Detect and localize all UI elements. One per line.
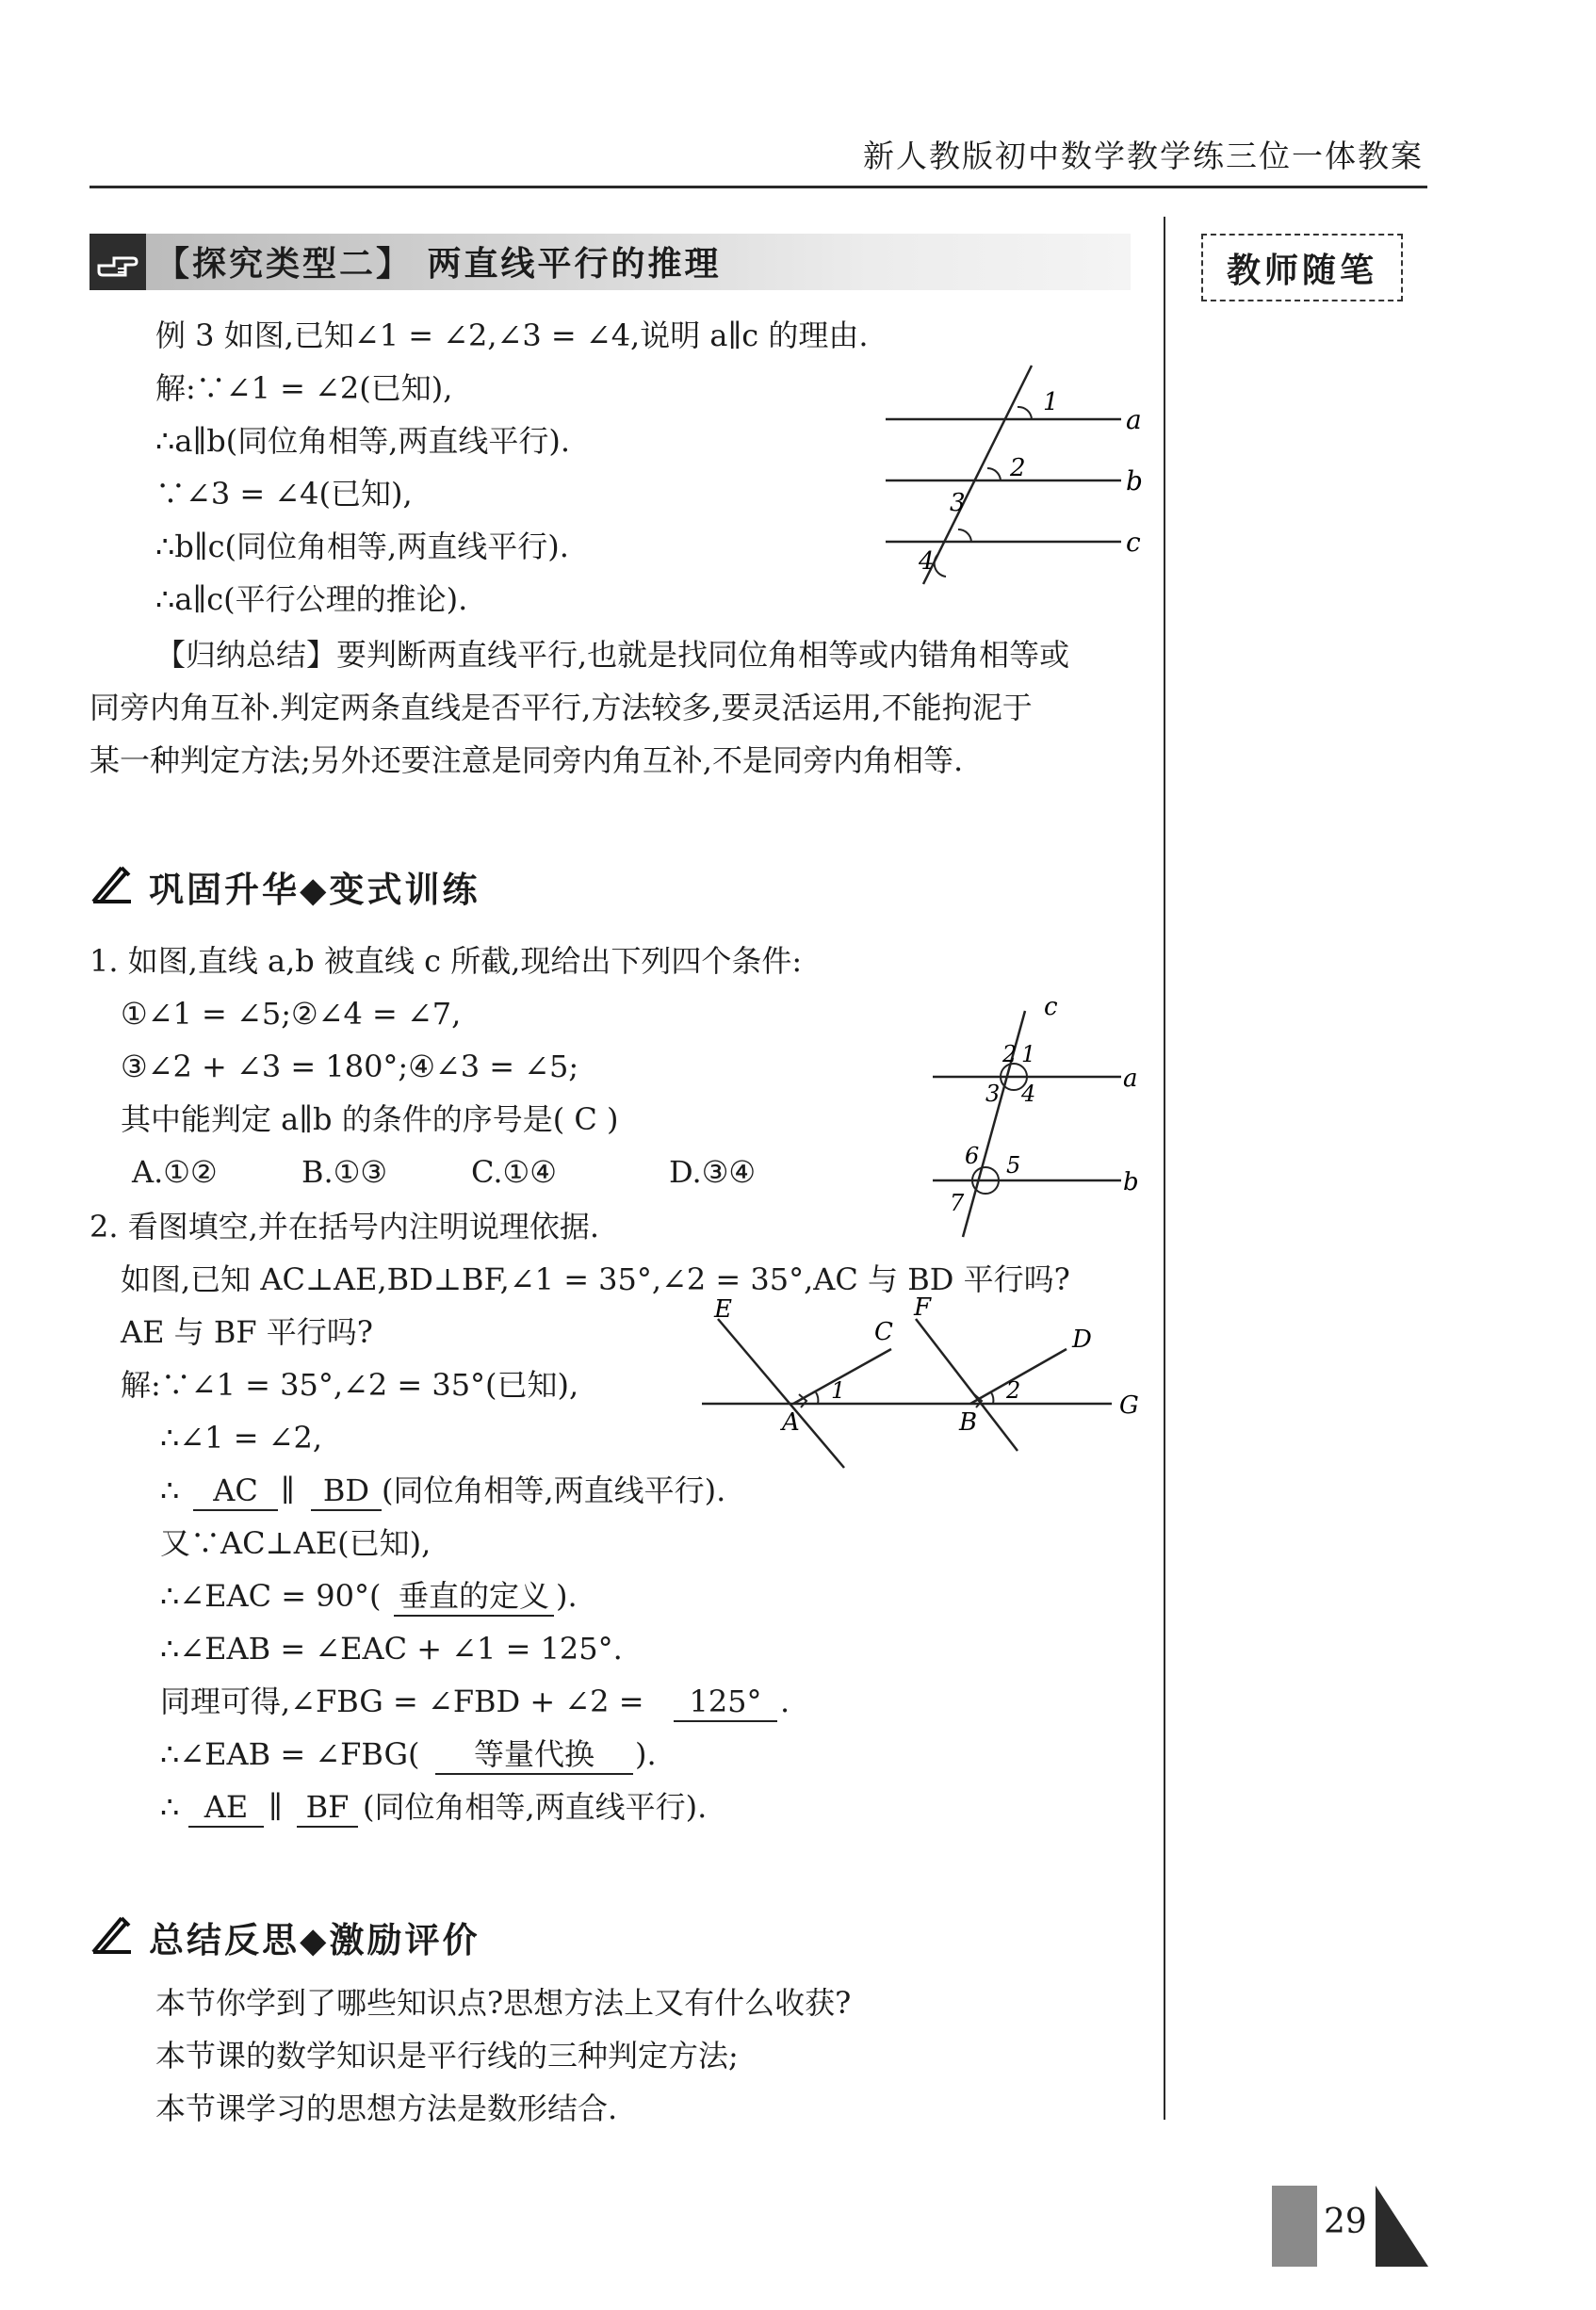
solution-line: ). xyxy=(556,1578,578,1614)
header-title: 新人教版初中数学教学练三位一体教案 xyxy=(863,138,1424,174)
solution-line: ∴∠1 = ∠2, xyxy=(160,1420,323,1456)
section-heading: 巩固升华◆变式训练 xyxy=(149,870,480,910)
solution-line: ). xyxy=(635,1736,657,1772)
angle-arc xyxy=(987,468,1001,480)
line-label: b xyxy=(1123,1168,1139,1196)
question-text: 1. 如图,直线 a,b 被直线 c 所截,现给出下列四个条件: xyxy=(90,943,803,979)
point-label: E xyxy=(714,1295,732,1324)
example-figure xyxy=(867,358,1149,594)
header-rule xyxy=(90,186,1427,188)
solution-line: 又∵AC⊥AE(已知), xyxy=(160,1525,432,1561)
fill-blank: BD xyxy=(311,1472,382,1511)
line-label: a xyxy=(1126,404,1142,435)
fill-blank: 等量代换 xyxy=(435,1735,633,1775)
angle-label: 6 xyxy=(965,1143,980,1169)
point-label: A xyxy=(782,1408,800,1437)
angle-label: 4 xyxy=(1021,1081,1036,1107)
angle-label: 1 xyxy=(1043,388,1059,416)
solution-line: ∴∠EAB = ∠FBG( xyxy=(160,1736,420,1772)
solution-line: ∴a∥b(同位角相等,两直线平行). xyxy=(155,423,571,459)
answer-option: C.①④ xyxy=(471,1154,557,1190)
sidebar-divider xyxy=(1164,217,1165,2120)
question-text: ①∠1 = ∠5;②∠4 = ∠7, xyxy=(121,996,462,1032)
answer-option: A.①② xyxy=(132,1154,218,1190)
solution-line: ∴b∥c(同位角相等,两直线平行). xyxy=(155,529,569,564)
reflection-line: 本节课的数学知识是平行线的三种判定方法; xyxy=(155,2038,739,2074)
angle-label: 7 xyxy=(950,1190,965,1216)
pencil-icon xyxy=(90,862,137,907)
solution-line: ∴a∥c(平行公理的推论). xyxy=(155,581,468,617)
angle-label: 1 xyxy=(831,1377,846,1404)
solution-line: . xyxy=(780,1684,790,1719)
pointing-hand-icon xyxy=(90,234,146,290)
solution-line: ∵∠3 = ∠4(已知), xyxy=(155,476,413,512)
angle-arc xyxy=(991,1392,993,1404)
solution-line: (同位角相等,两直线平行). xyxy=(363,1789,708,1825)
line-label: c xyxy=(1126,527,1141,558)
example-title: 例 3 如图,已知∠1 = ∠2,∠3 = ∠4,说明 a∥c 的理由. xyxy=(155,317,869,353)
angle-arc xyxy=(816,1392,818,1404)
question-text: ③∠2 + ∠3 = 180°;④∠3 = ∠5; xyxy=(121,1049,579,1084)
point-label: D xyxy=(1072,1326,1092,1354)
angle-label: 3 xyxy=(950,489,966,517)
summary-line: 同旁内角互补.判定两条直线是否平行,方法较多,要灵活运用,不能拘泥于 xyxy=(90,690,1033,725)
corner-triangle xyxy=(1376,2184,1432,2269)
angle-label: 4 xyxy=(919,547,935,576)
question-text: AE 与 BF 平行吗? xyxy=(121,1314,373,1350)
point-label: F xyxy=(914,1293,932,1322)
solution-line: (同位角相等,两直线平行). xyxy=(382,1472,726,1508)
fill-blank: AE xyxy=(188,1788,264,1828)
angle-label: 2 xyxy=(1010,454,1026,482)
solution-line: 解:∵∠1 = 35°,∠2 = 35°(已知), xyxy=(121,1367,579,1403)
solution-line: ∴ xyxy=(160,1472,180,1508)
solution-line: 解:∵∠1 = ∠2(已知), xyxy=(155,370,453,406)
pencil-icon xyxy=(90,1912,137,1958)
teacher-notes-label: 教师随笔 xyxy=(1201,234,1403,301)
point-label: G xyxy=(1119,1391,1139,1420)
reflection-line: 本节课学习的思想方法是数形结合. xyxy=(155,2090,618,2126)
section-title: 【探究类型二】 两直线平行的推理 xyxy=(155,245,722,284)
line-EA xyxy=(718,1319,844,1468)
solution-line: 同理可得,∠FBG = ∠FBD + ∠2 = xyxy=(160,1684,644,1719)
fill-blank: 垂直的定义 xyxy=(394,1577,554,1617)
angle-label: 2 xyxy=(1002,1041,1018,1067)
line-label: b xyxy=(1126,465,1143,496)
angle-label: 3 xyxy=(985,1081,1001,1107)
angle-label: 2 xyxy=(1006,1377,1021,1404)
point-label: C xyxy=(874,1318,893,1346)
solution-line: ∴ xyxy=(160,1789,180,1825)
point-label: B xyxy=(959,1408,978,1437)
page-number: 29 xyxy=(1324,2203,1367,2241)
summary-line: 某一种判定方法;另外还要注意是同旁内角互补,不是同旁内角相等. xyxy=(90,742,964,778)
parallel-symbol: ∥ xyxy=(269,1789,283,1825)
summary-line: 【归纳总结】要判断两直线平行,也就是找同位角相等或内错角相等或 xyxy=(155,637,1070,673)
answer-option: B.①③ xyxy=(301,1154,388,1190)
parallel-symbol: ∥ xyxy=(281,1472,295,1508)
page-number-block xyxy=(1272,2186,1317,2267)
reflection-line: 本节你学到了哪些知识点?思想方法上又有什么收获? xyxy=(155,1985,852,2021)
question2-figure xyxy=(697,1291,1149,1479)
section-heading: 总结反思◆激励评价 xyxy=(149,1920,480,1960)
question1-figure xyxy=(914,994,1159,1239)
fill-blank: 125° xyxy=(674,1683,777,1722)
angle-arc xyxy=(935,554,946,577)
solution-line: ∴∠EAC = 90°( xyxy=(160,1578,382,1614)
fill-blank: AC xyxy=(193,1472,278,1511)
line-label: c xyxy=(1044,994,1058,1021)
question-text: 如图,已知 AC⊥AE,BD⊥BF,∠1 = 35°,∠2 = 35°,AC 与 BD 平行吗? xyxy=(121,1261,1070,1297)
angle-arc xyxy=(958,529,971,542)
answer-option: D.③④ xyxy=(669,1154,757,1190)
angle-label: 1 xyxy=(1021,1041,1036,1067)
question-text: 2. 看图填空,并在括号内注明说理依据. xyxy=(90,1209,600,1244)
line-label: a xyxy=(1123,1065,1138,1093)
angle-label: 5 xyxy=(1006,1152,1021,1179)
solution-line: ∴∠EAB = ∠EAC + ∠1 = 125°. xyxy=(160,1631,623,1667)
fill-blank: BF xyxy=(297,1788,358,1828)
angle-arc xyxy=(1018,407,1032,419)
question-text: 其中能判定 a∥b 的条件的序号是( C ) xyxy=(121,1101,619,1137)
